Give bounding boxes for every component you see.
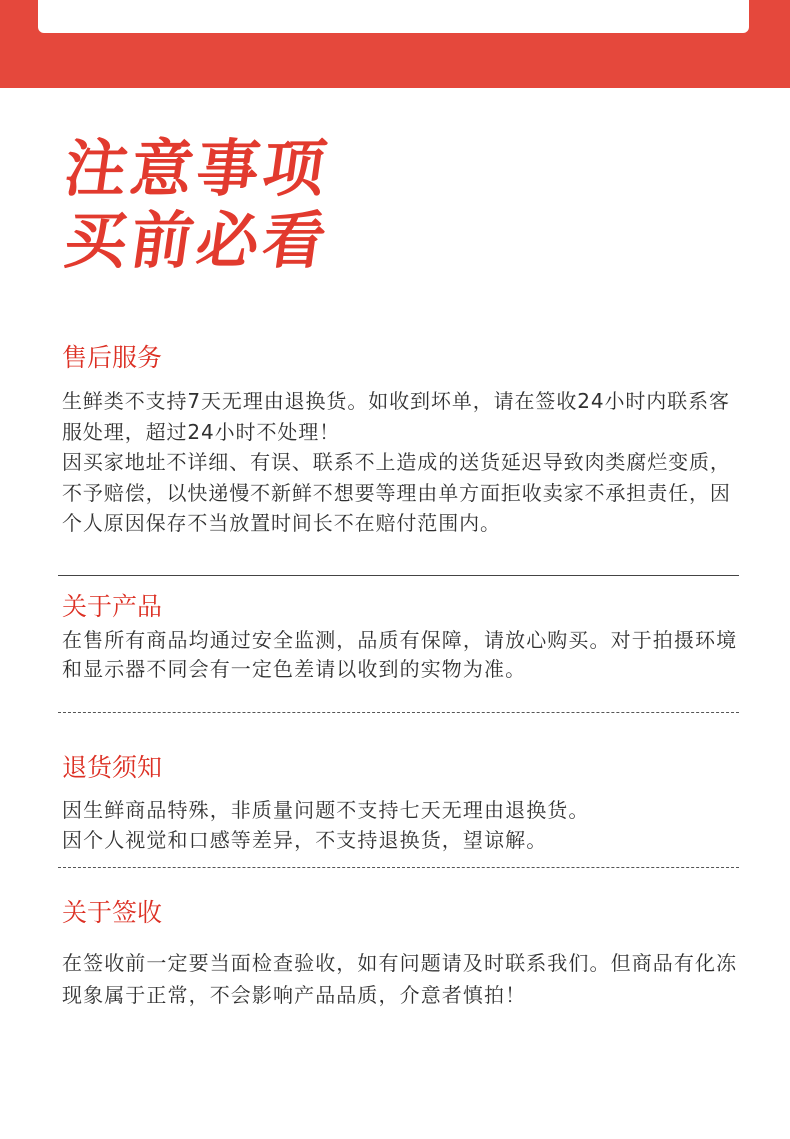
headline-line-2: 买前必看 (60, 204, 335, 277)
headline-line-1: 注意事项 (60, 132, 335, 205)
returns-paragraph-1: 因生鲜商品特殊，非质量问题不支持七天无理由退换货。 (62, 798, 590, 822)
section-divider (58, 867, 739, 868)
after-sales-paragraph-1: 生鲜类不支持7天无理由退换货。如收到坏单，请在签收24小时内联系客服处理，超过24小时不处理！ (62, 389, 730, 444)
section-title-after-sales: 售后服务 (62, 343, 163, 372)
product-paragraph-1: 在售所有商品均通过安全监测，品质有保障，请放心购买。对于拍摄环境和显示器不同会有一定色差请以收到的实物为准。 (62, 628, 738, 681)
section-body-product (62, 626, 738, 684)
section-divider (58, 712, 739, 713)
section-body-delivery (62, 947, 738, 1011)
top-card (38, 0, 749, 33)
section-body-returns (62, 795, 738, 855)
after-sales-paragraph-2: 因买家地址不详细、有误、联系不上造成的送货延迟导致肉类腐烂变质，不予赔偿，以快递慢不新鲜不想要等理由单方面拒收卖家不承担责任，因个人原因保存不当放置时间长不在赔付范围内。 (62, 450, 731, 535)
delivery-paragraph-1: 在签收前一定要当面检查验收，如有问题请及时联系我们。但商品有化冻现象属于正常，不会影响产品品质，介意者慎拍！ (62, 951, 738, 1007)
returns-paragraph-2: 因个人视觉和口感等差异，不支持退换货，望谅解。 (62, 828, 548, 852)
section-divider (58, 575, 739, 576)
headline (60, 132, 335, 277)
section-title-product: 关于产品 (62, 592, 163, 621)
section-title-delivery: 关于签收 (62, 898, 163, 927)
section-title-returns: 退货须知 (62, 753, 163, 782)
section-body-after-sales (62, 386, 738, 539)
